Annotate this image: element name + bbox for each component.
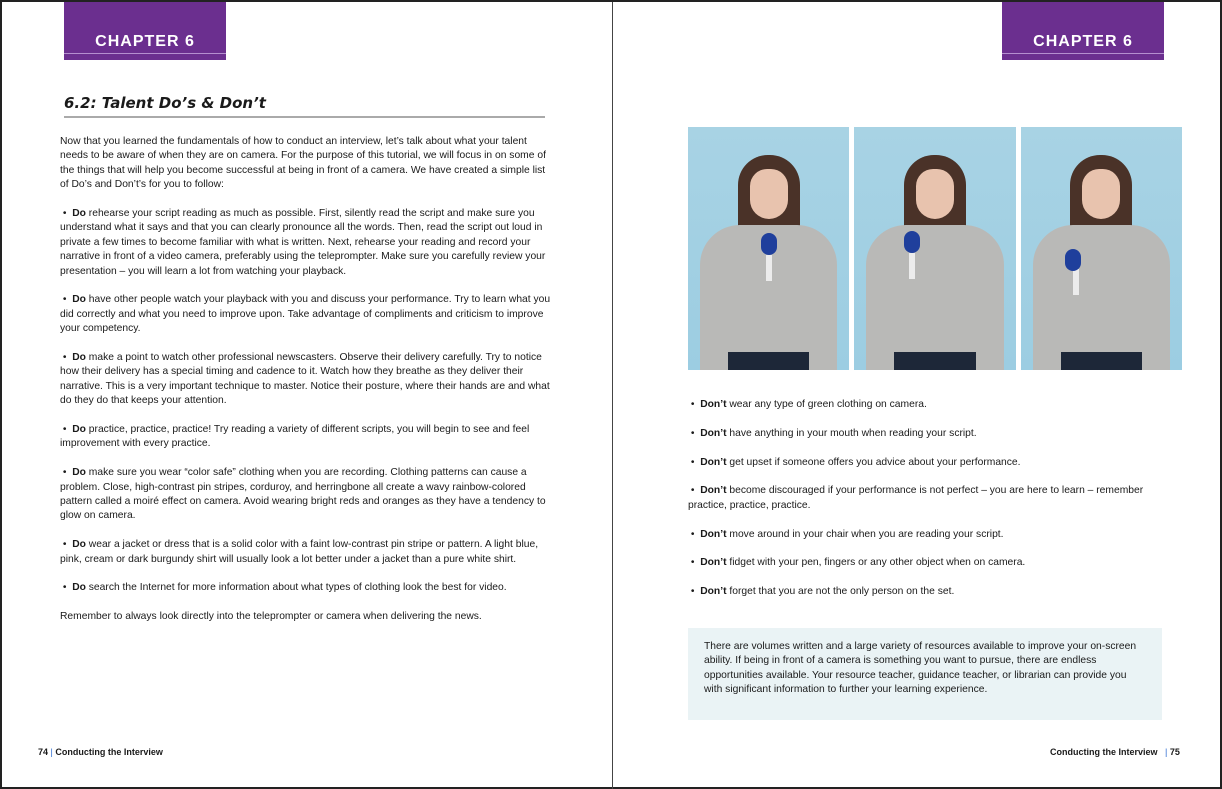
do-item: [60, 207, 552, 279]
footer-right: [1050, 747, 1180, 757]
do-text: rehearse your script reading as much as possible. First, silently read the script and make sure you understand what it says and that you can clearly pronounce all the words. Then, read the script out loud in private a few times to become familiar with what is written. Next, rehearse your reading and record your narrative in front of a video camera, preferably using the teleprompter. Make sure you carefully review your presentation – you will learn a lot from watching your playback.: [60, 208, 546, 277]
bullet-dot: •: [60, 582, 73, 594]
dos-list: [60, 207, 552, 596]
do-keyword: Do: [72, 582, 86, 594]
chapter-tab: CHAPTER 6: [64, 2, 226, 60]
footer-divider: |: [1160, 747, 1168, 757]
footer-title: Conducting the Interview: [1050, 747, 1158, 757]
do-text: make sure you wear “color safe” clothing when you are recording. Clothing patterns can cause a problem. Close, high-contrast pin stripes, corduroy, and herringbone all create a wavy rainbow-colored pattern called a moiré effect on camera. Avoid wearing bright reds and oranges as they have a tendency to glow on camera.: [60, 467, 546, 522]
bullet-dot: •: [688, 427, 701, 439]
dont-keyword: Don’t: [700, 528, 727, 540]
do-keyword: Do: [72, 352, 86, 364]
do-item: [60, 538, 552, 567]
do-text: make a point to watch other professional newscasters. Observe their delivery carefully. Try to notice how their delivery has a special timing and cadence to it. Watch how they breathe as they deliver their narrative. This is a very important technique to master. Notice their posture, where their hands are and what do they do that keeps your attention.: [60, 352, 550, 407]
page-number: 75: [1169, 747, 1180, 757]
dont-text: have anything in your mouth when reading your script.: [726, 427, 977, 439]
footer-left: [38, 747, 163, 757]
dont-text: fidget with your pen, fingers or any other object when on camera.: [726, 557, 1026, 569]
do-text: practice, practice, practice! Try reading a variety of different scripts, you will begin to see and feel improvement with every practice.: [60, 424, 530, 450]
photo-hand-on-head: [854, 127, 1015, 370]
resources-callout: There are volumes written and a large variety of resources available to improve your on-screen ability. If being in front of a camera is something you want to pursue, there are endless opportunities available. Your resource teacher, guidance teacher, or librarian can provide you with significant information to further your learning experience.: [688, 628, 1162, 720]
dont-keyword: Don’t: [700, 399, 727, 410]
intro-paragraph: Now that you learned the fundamentals of how to conduct an interview, let’s talk about what your talent needs to be aware of when they are on camera. For the purpose of this tutorial, we will focus in on some of the things that will help you become successful at being in front of a camera. We have created a simple list of Do’s and Don’t’s for you to follow:: [60, 136, 546, 191]
dont-text: become discouraged if your performance is not perfect – you are here to learn – remember practice, practice, practice.: [688, 485, 1144, 511]
do-item: [60, 581, 552, 595]
body-text: [60, 135, 552, 639]
bullet-dot: •: [60, 424, 73, 436]
photo-arms-crossed: [688, 127, 849, 370]
do-item: [60, 423, 552, 452]
dont-keyword: Don’t: [700, 586, 727, 598]
do-text: search the Internet for more information about what types of clothing look the best for video.: [85, 582, 507, 594]
photo-finger-to-lip: [1021, 127, 1182, 370]
photo-strip: [688, 127, 1182, 370]
footer-divider: |: [50, 747, 53, 757]
dont-keyword: Don’t: [700, 427, 727, 439]
bullet-dot: •: [60, 467, 73, 479]
do-keyword: Do: [72, 424, 86, 436]
section-title: 6.2: Talent Do’s & Don’t: [64, 94, 545, 118]
dont-item: [688, 556, 1158, 570]
bullet-dot: •: [688, 456, 701, 468]
do-keyword: Do: [72, 294, 86, 306]
dont-item: [688, 585, 1158, 599]
dont-item: [688, 427, 1158, 441]
dont-text: move around in your chair when you are reading your script.: [726, 528, 1004, 540]
dont-keyword: Don’t: [700, 485, 727, 497]
right-page: [613, 2, 1222, 787]
dont-item: [688, 398, 1158, 412]
bullet-dot: •: [60, 352, 73, 364]
dont-item: [688, 528, 1158, 542]
do-keyword: Do: [72, 539, 86, 551]
donts-list: [688, 398, 1158, 614]
do-text: wear a jacket or dress that is a solid color with a faint low-contrast pin stripe or pattern. A light blue, pink, cream or dark burgundy shirt will usually look a lot better under a jacket than a pure white shirt.: [60, 539, 539, 565]
chapter-tab: CHAPTER 6: [1002, 2, 1164, 60]
footer-title: Conducting the Interview: [55, 747, 163, 757]
bullet-dot: •: [688, 528, 701, 540]
dont-item: [688, 484, 1158, 513]
bullet-dot: •: [688, 485, 701, 497]
bullet-dot: •: [688, 399, 701, 410]
dont-keyword: Don’t: [700, 456, 727, 468]
do-item: [60, 293, 552, 336]
do-keyword: Do: [72, 208, 86, 220]
do-keyword: Do: [72, 467, 86, 479]
bullet-dot: •: [60, 208, 73, 220]
dont-item: [688, 456, 1158, 470]
do-item: [60, 466, 552, 524]
closing-paragraph: Remember to always look directly into the teleprompter or camera when delivering the news.: [60, 611, 482, 623]
page-number: 74: [38, 747, 49, 757]
bullet-dot: •: [60, 539, 73, 551]
bullet-dot: •: [688, 557, 701, 569]
dont-text: wear any type of green clothing on camera.: [726, 399, 927, 410]
do-item: [60, 351, 552, 409]
dont-text: get upset if someone offers you advice about your performance.: [726, 456, 1021, 468]
left-page: [2, 2, 612, 787]
do-text: have other people watch your playback with you and discuss your performance. Try to learn what you did correctly and what you need to improve upon. Take advantage of compliments and criticism to improve your competency.: [60, 294, 551, 335]
bullet-dot: •: [60, 294, 73, 306]
dont-text: forget that you are not the only person on the set.: [726, 586, 955, 598]
bullet-dot: •: [688, 586, 701, 598]
dont-keyword: Don’t: [700, 557, 727, 569]
